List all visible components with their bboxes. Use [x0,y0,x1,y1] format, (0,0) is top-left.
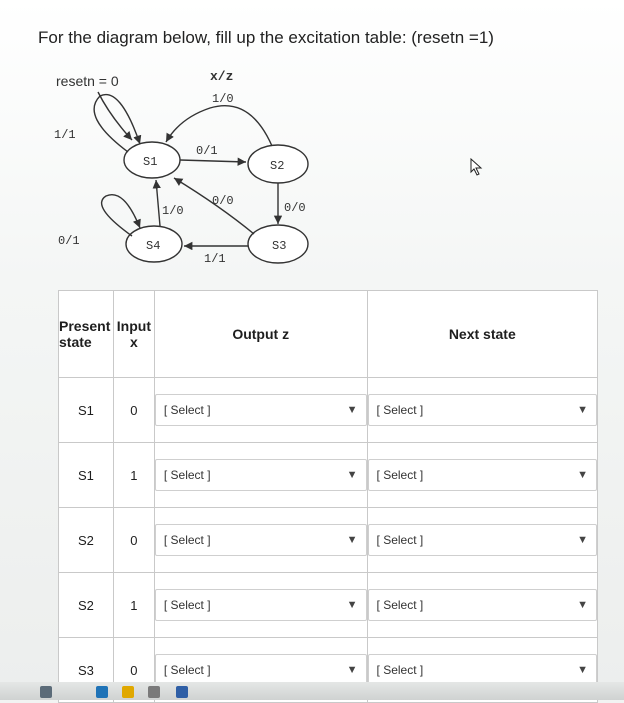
output-select[interactable] [155,589,367,621]
header-present-state: Present state [59,291,114,378]
output-select-value: [ Select ] [163,663,211,677]
chevron-down-icon: ▼ [346,404,358,416]
table-row [59,573,598,638]
taskbar-app-icon[interactable] [148,686,160,698]
output-select[interactable] [155,459,367,491]
header-next-state: Next state [367,291,597,378]
next-state-select-value: [ Select ] [376,598,424,612]
chevron-down-icon: ▼ [577,664,588,676]
output-select-value: [ Select ] [163,403,211,417]
next-state-select[interactable] [368,589,597,621]
chevron-down-icon: ▼ [577,469,588,481]
state-diagram [40,56,340,276]
state-s4-label: S4 [146,239,161,253]
next-state-select[interactable] [368,394,597,426]
output-select-value: [ Select ] [163,468,211,482]
taskbar-app-icon[interactable] [122,686,134,698]
next-state-select-value: [ Select ] [376,468,424,482]
chevron-down-icon: ▼ [577,404,588,416]
next-state-select-value: [ Select ] [376,403,424,417]
cell-present-state: S2 [59,508,114,573]
arrow-s4-self [102,195,140,236]
table-row [59,508,598,573]
chevron-down-icon: ▼ [346,534,358,546]
taskbar-app-icon[interactable] [96,686,108,698]
label-s4-self: 0/1 [58,234,80,248]
table-row [59,443,598,508]
output-select-value: [ Select ] [163,533,211,547]
label-s1-self: 1/1 [54,128,76,142]
label-s2-s3: 0/0 [284,201,306,215]
output-select-value: [ Select ] [163,598,211,612]
chevron-down-icon: ▼ [346,664,358,676]
label-s1-s2: 0/1 [196,144,218,158]
arrow-s4-s1 [156,180,160,226]
state-s3-label: S3 [272,239,287,253]
label-s2-s1: 1/0 [212,92,234,106]
taskbar-app-icon[interactable] [176,686,188,698]
cell-present-state: S3 [59,638,114,703]
chevron-down-icon: ▼ [346,469,358,481]
cell-input: 0 [113,638,154,703]
question-text: For the diagram below, fill up the excitation table: (resetn =1) [38,28,494,47]
table-row [59,378,598,443]
reset-arrow [98,92,132,140]
next-state-select-value: [ Select ] [376,663,424,677]
cell-present-state: S2 [59,573,114,638]
reset-label: resetn = 0 [56,73,119,89]
mouse-cursor-icon [470,158,484,176]
xz-label: x/z [210,69,234,84]
arrow-s2-s1 [166,106,272,146]
label-s3-s4: 1/1 [204,252,226,266]
cell-present-state: S1 [59,378,114,443]
label-s4-s1: 1/0 [162,204,184,218]
header-output: Output z [154,291,367,378]
cell-input: 0 [113,378,154,443]
next-state-select[interactable] [368,459,597,491]
taskbar-app-icon[interactable] [40,686,52,698]
chevron-down-icon: ▼ [577,599,588,611]
excitation-table [58,290,598,703]
next-state-select[interactable] [368,524,597,556]
cell-input: 0 [113,508,154,573]
state-s1-label: S1 [143,155,158,169]
cell-input: 1 [113,573,154,638]
cell-input: 1 [113,443,154,508]
chevron-down-icon: ▼ [577,534,588,546]
chevron-down-icon: ▼ [346,599,358,611]
output-select[interactable] [155,394,367,426]
header-input: Input x [113,291,154,378]
state-s2-label: S2 [270,159,285,173]
cell-present-state: S1 [59,443,114,508]
label-s3-s1: 0/0 [212,194,234,208]
arrow-s1-s2 [180,160,246,162]
taskbar [0,682,624,700]
output-select[interactable] [155,524,367,556]
next-state-select-value: [ Select ] [376,533,424,547]
